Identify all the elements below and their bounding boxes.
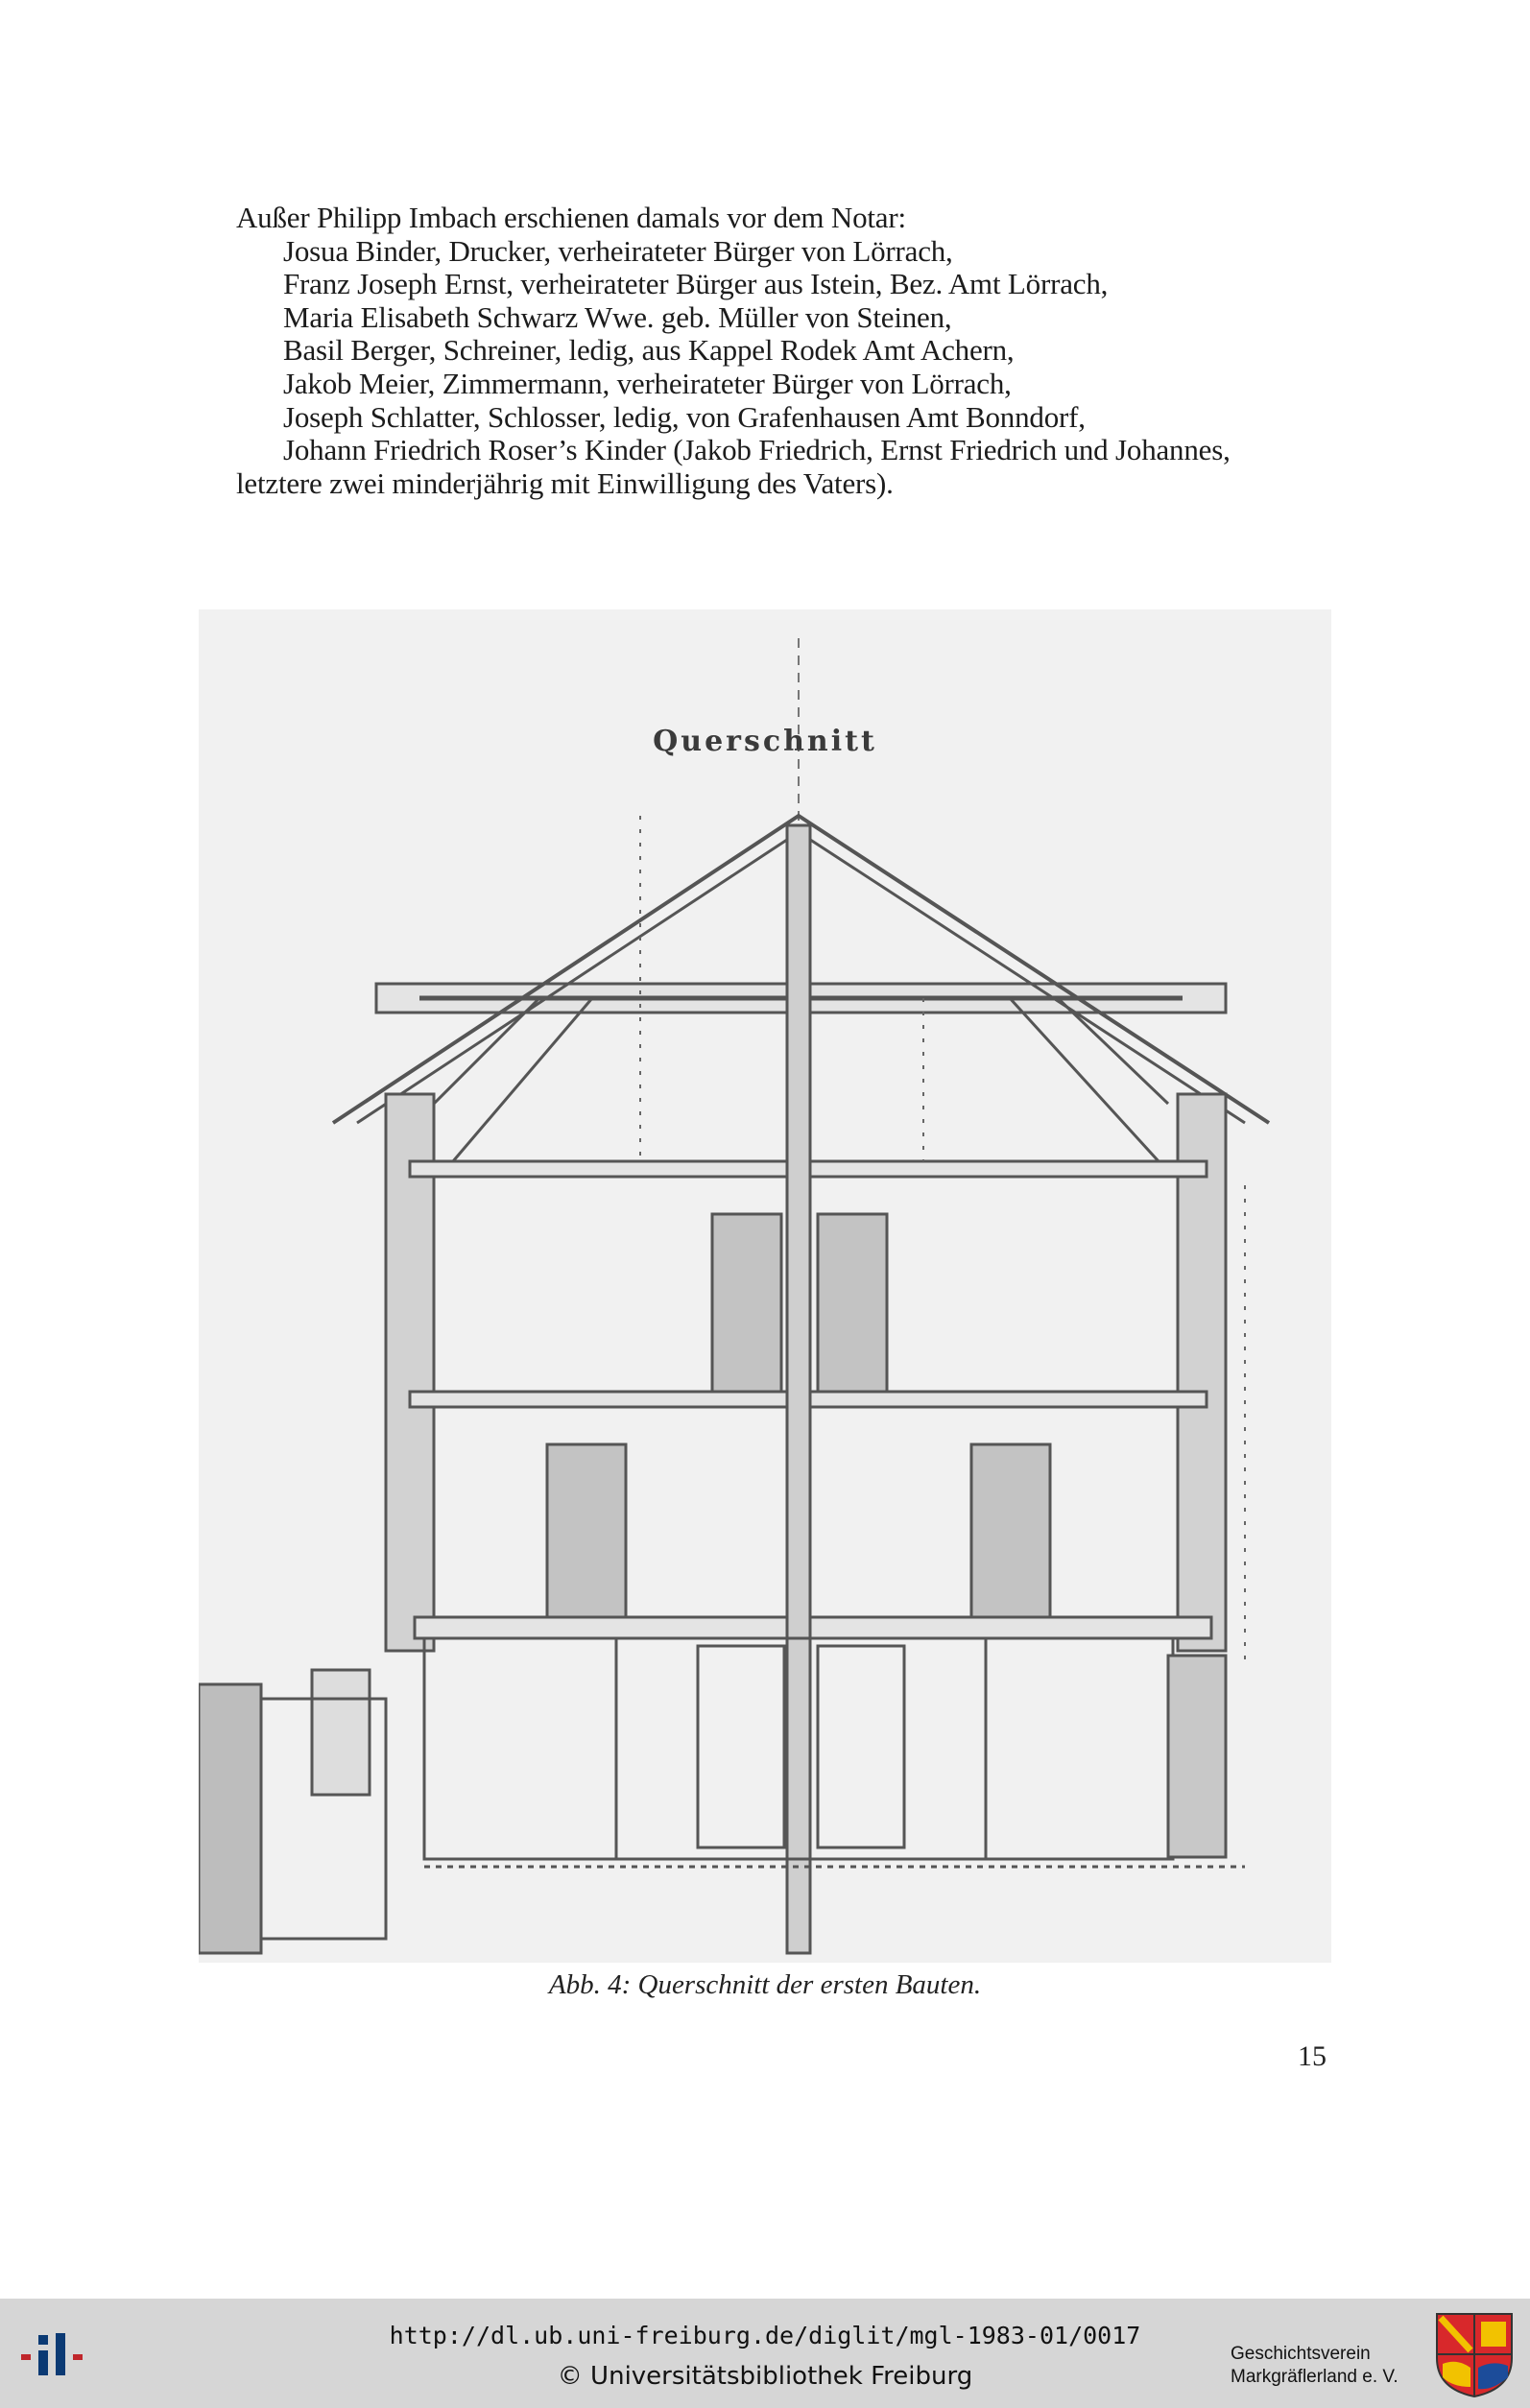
society-name	[1231, 2343, 1422, 2389]
cross-section-drawing	[199, 609, 1331, 1963]
text-line: Jakob Meier, Zimmermann, verheirateter Bürger von Lörrach,	[283, 366, 1012, 400]
text-line: Johann Friedrich Roser’s Kinder (Jakob Friedrich, Ernst Friedrich und Johannes,	[283, 433, 1231, 467]
body-text	[236, 202, 1340, 500]
page-number: 15	[1298, 2040, 1327, 2072]
text-line: Franz Joseph Ernst, verheirateter Bürger aus Istein, Bez. Amt Lörrach,	[283, 267, 1109, 301]
footer-url[interactable]: http://dl.ub.uni-freiburg.de/diglit/mgl-1983-01/0017	[389, 2322, 1141, 2349]
text-line: Basil Berger, Schreiner, ledig, aus Kappel Rodek Amt Achern,	[283, 333, 1015, 368]
text-line: Josua Binder, Drucker, verheirateter Bürger von Lörrach,	[283, 233, 953, 268]
society-name-line: Markgräflerland e. V.	[1231, 2367, 1399, 2387]
text-line: letztere zwei minderjährig mit Einwilligung des Vaters).	[236, 465, 894, 500]
text-line: Joseph Schlatter, Schlosser, ledig, von Grafenhausen Amt Bonndorf,	[283, 399, 1086, 434]
figure-caption: Abb. 4: Querschnitt der ersten Bauten.	[548, 1969, 982, 2000]
text-line: Maria Elisabeth Schwarz Wwe. geb. Müller von Steinen,	[283, 299, 952, 334]
society-name-line: Geschichtsverein	[1231, 2344, 1371, 2364]
figure-title: Querschnitt	[653, 725, 877, 758]
cross-section-figure	[199, 609, 1331, 1963]
coat-of-arms-icon	[1433, 2310, 1516, 2398]
footer-bar	[0, 2299, 1530, 2408]
text-line: Außer Philipp Imbach erschienen damals vor dem Notar:	[236, 201, 906, 234]
footer-copyright: © Universitätsbibliothek Freiburg	[557, 2362, 973, 2391]
